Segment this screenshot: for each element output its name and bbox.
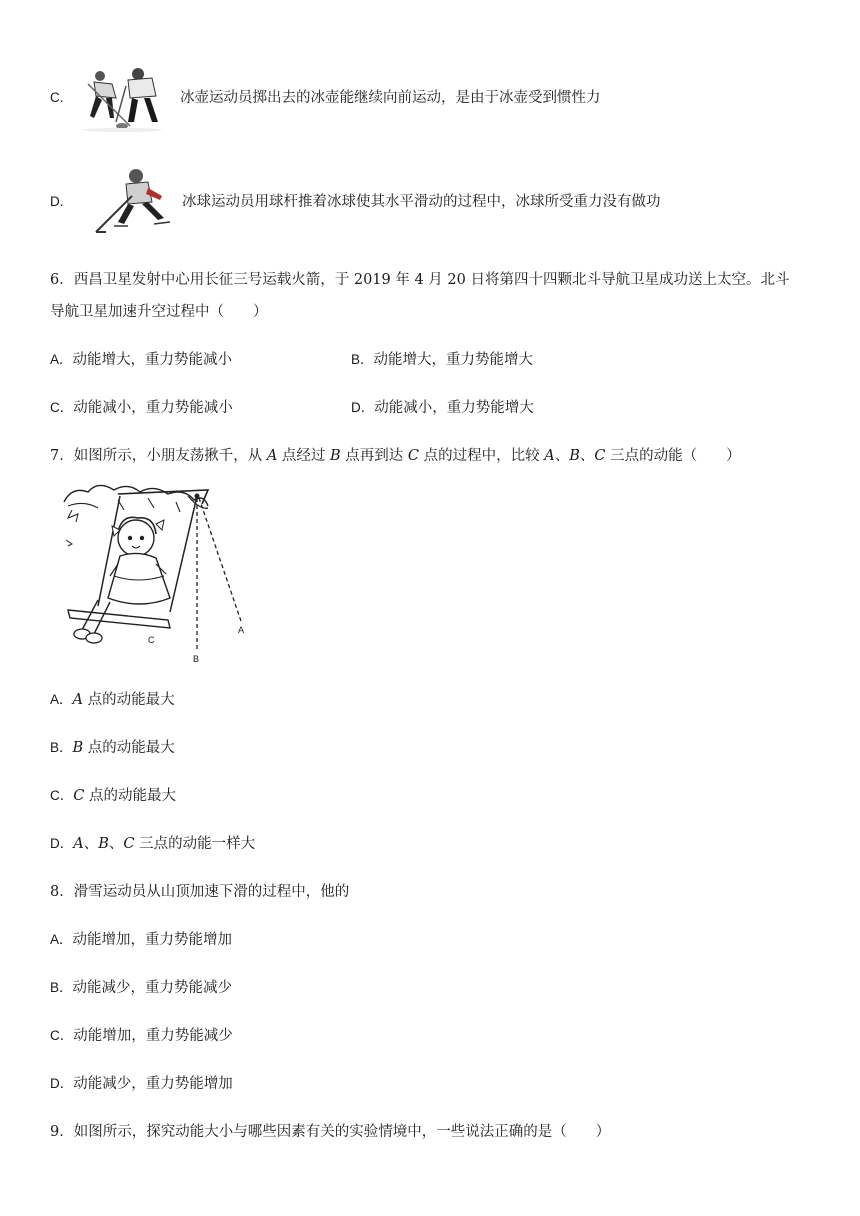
separator: 、 xyxy=(108,836,124,852)
option-text: 点的动能最大 xyxy=(83,740,175,756)
point-var: C xyxy=(123,836,135,852)
option-text: 三点的动能一样大 xyxy=(134,836,256,852)
q6-stem-line2: 导航卫星加速升空过程中（ ） xyxy=(50,304,268,320)
swing-point-label-b: B xyxy=(193,654,200,664)
point-var: B xyxy=(98,836,109,852)
option-label: D． xyxy=(50,836,74,851)
point-var: A xyxy=(73,836,84,852)
q6-stem-line1 xyxy=(50,270,789,290)
swing-point-label-a: A xyxy=(238,625,245,635)
option-label: C． xyxy=(50,1028,74,1043)
q7-stem xyxy=(50,446,741,466)
point-a-var: A xyxy=(266,448,278,464)
q7-option-c xyxy=(50,786,176,806)
stem-text: 点的过程中，比较 xyxy=(419,448,545,464)
point-a-var: A xyxy=(544,448,555,464)
question-number: 7． xyxy=(50,448,74,464)
q6-option-c xyxy=(50,398,233,418)
question-number: 9． xyxy=(50,1124,74,1140)
q6-option-d xyxy=(351,398,534,418)
point-var: B xyxy=(72,740,84,756)
option-label: B． xyxy=(50,740,73,755)
question-stem: 西昌卫星发射中心用长征三号运载火箭，于 2019 年 4 月 20 日将第四十四颗北斗导航卫星成功送上太空。北斗 xyxy=(73,272,790,288)
option-text: 动能减少，重力势能减少 xyxy=(72,980,233,996)
option-text: 点的动能最大 xyxy=(83,692,175,708)
q5-option-c xyxy=(50,88,64,108)
q6-option-a xyxy=(50,350,232,370)
option-label: B． xyxy=(50,980,73,995)
point-var: C xyxy=(73,788,85,804)
q6-option-b xyxy=(351,350,533,370)
point-var: A xyxy=(72,692,83,708)
separator: 、 xyxy=(554,448,570,464)
option-text: 动能增大，重力势能增大 xyxy=(373,352,534,368)
question-stem: 滑雪运动员从山顶加速下滑的过程中，他的 xyxy=(73,884,350,900)
q7-option-a xyxy=(50,690,175,710)
option-label: C. xyxy=(50,90,64,105)
q8-option-a xyxy=(50,930,232,950)
q9-stem xyxy=(50,1122,610,1142)
stem-text: 点经过 xyxy=(277,448,331,464)
q7-option-d xyxy=(50,834,255,854)
option-text: 动能增大，重力势能减小 xyxy=(72,352,233,368)
option-label: A． xyxy=(50,932,73,947)
question-number: 8． xyxy=(50,884,74,900)
stem-text: 如图所示，小朋友荡揪千，从 xyxy=(73,448,267,464)
option-label: B． xyxy=(351,352,374,367)
option-label: D． xyxy=(50,1076,74,1091)
question-number: 6． xyxy=(50,272,74,288)
option-label: D. xyxy=(50,194,64,209)
stem-text: 点再到达 xyxy=(340,448,408,464)
separator: 、 xyxy=(579,448,595,464)
option-text: 动能减小，重力势能减小 xyxy=(73,400,233,416)
q8-stem xyxy=(50,882,349,902)
option-text: 动能减小，重力势能增大 xyxy=(374,400,534,416)
q8-option-c xyxy=(50,1026,233,1046)
q8-option-b xyxy=(50,978,232,998)
option-text: 动能减少，重力势能增加 xyxy=(73,1076,233,1092)
option-text: 动能增加，重力势能减少 xyxy=(73,1028,233,1044)
option-label: C． xyxy=(50,400,74,415)
q5-option-d xyxy=(50,192,64,212)
option-text: 点的动能最大 xyxy=(84,788,176,804)
stem-text: 三点的动能（ ） xyxy=(605,448,741,464)
q8-option-d xyxy=(50,1074,233,1094)
point-b-var: B xyxy=(569,448,580,464)
point-c-var: C xyxy=(407,448,420,464)
separator: 、 xyxy=(83,836,99,852)
q5-option-d-text: 冰球运动员用球杆推着冰球使其水平滑动的过程中，冰球所受重力没有做功 xyxy=(182,194,661,210)
point-c-var: C xyxy=(594,448,606,464)
point-b-var: B xyxy=(330,448,341,464)
swing-girl-figure xyxy=(58,480,258,662)
q5-option-c-text: 冰壶运动员掷出去的冰壶能继续向前运动，是由于冰壶受到惯性力 xyxy=(180,90,601,106)
option-text: 动能增加，重力势能增加 xyxy=(72,932,233,948)
question-stem: 如图所示，探究动能大小与哪些因素有关的实验情境中，一些说法正确的是（ ） xyxy=(73,1124,611,1140)
option-label: D． xyxy=(351,400,375,415)
ice-hockey-player-illustration xyxy=(88,166,180,238)
option-label: C． xyxy=(50,788,74,803)
q7-option-b xyxy=(50,738,175,758)
option-label: A． xyxy=(50,352,73,367)
swing-point-label-c: C xyxy=(148,635,155,645)
curling-players-illustration xyxy=(82,64,178,134)
option-label: A． xyxy=(50,692,73,707)
